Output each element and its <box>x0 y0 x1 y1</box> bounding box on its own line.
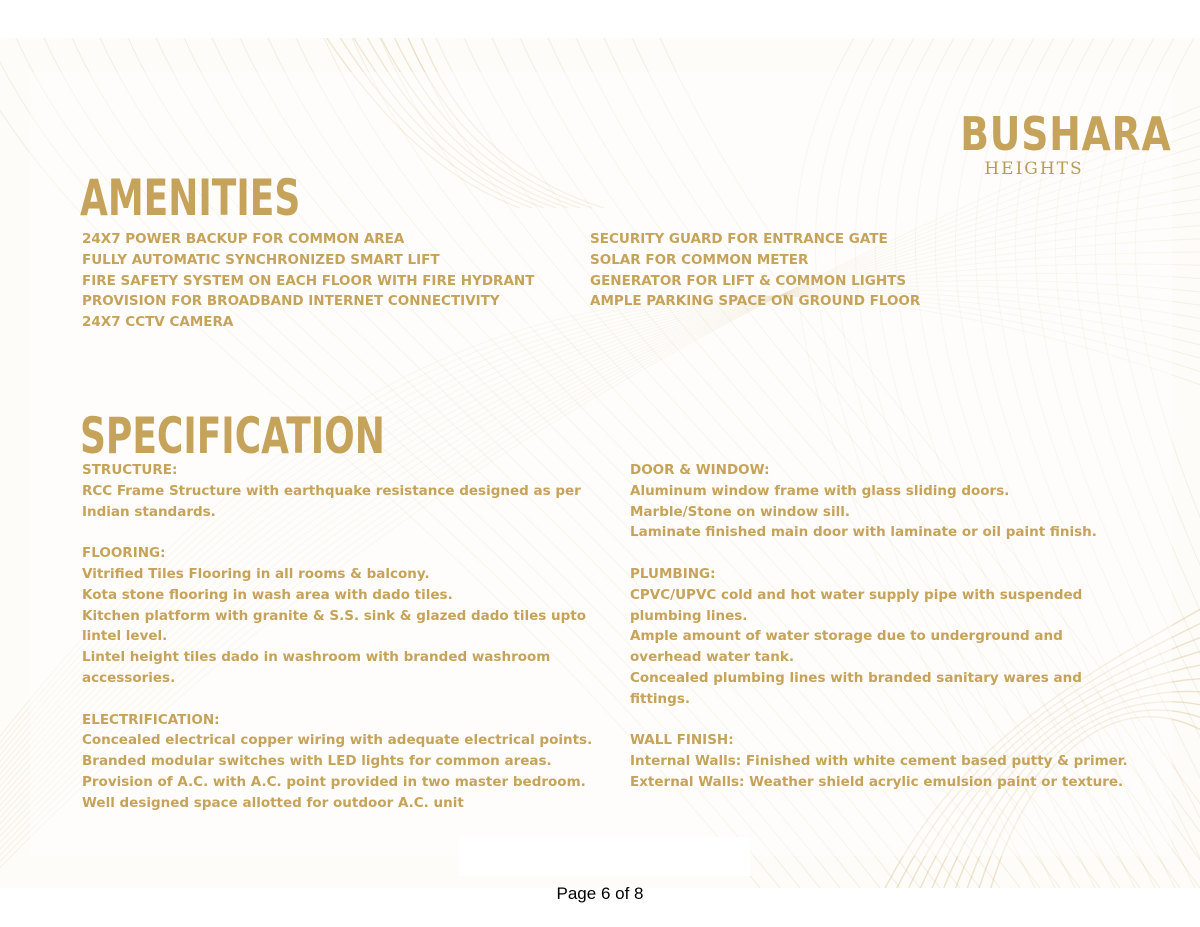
amenity-item: AMPLE PARKING SPACE ON GROUND FLOOR <box>590 293 921 310</box>
spec-item: External Walls: Weather shield acrylic emulsion paint or texture. <box>630 773 1124 790</box>
spec-section-wall-finish <box>630 730 1130 792</box>
amenity-item: FULLY AUTOMATIC SYNCHRONIZED SMART LIFT <box>82 251 440 268</box>
amenities-left-list <box>82 229 534 333</box>
page-number: Page 6 of 8 <box>556 884 644 903</box>
spec-section-electrification <box>82 710 602 814</box>
spec-section-heading: WALL FINISH: <box>630 732 734 749</box>
amenity-item: PROVISION FOR BROADBAND INTERNET CONNECTIVITY <box>82 293 500 310</box>
spec-section-door-window <box>630 460 1130 543</box>
spec-section-flooring <box>82 543 602 689</box>
spec-item: CPVC/UPVC cold and hot water supply pipe with suspended plumbing lines. <box>630 586 1083 624</box>
brand-logo <box>944 107 1172 179</box>
spec-section-plumbing <box>630 564 1130 710</box>
spec-item: Laminate finished main door with laminate or oil paint finish. <box>630 524 1097 541</box>
spec-item: Kitchen platform with granite & S.S. sink & glazed dado tiles upto lintel level. <box>82 607 586 645</box>
spec-section-heading: ELECTRIFICATION: <box>82 711 220 728</box>
amenity-item: SOLAR FOR COMMON METER <box>590 251 809 268</box>
specification-left-column <box>82 460 602 814</box>
spec-item: Kota stone flooring in wash area with dado tiles. <box>82 586 453 603</box>
amenity-item: GENERATOR FOR LIFT & COMMON LIGHTS <box>590 272 907 289</box>
spec-item: Vitrified Tiles Flooring in all rooms & balcony. <box>82 565 430 582</box>
spec-section-heading: PLUMBING: <box>630 565 716 582</box>
spec-item: RCC Frame Structure with earthquake resistance designed as per Indian standards. <box>82 482 581 520</box>
spec-item: Well designed space allotted for outdoor A.C. unit <box>82 794 464 811</box>
spec-item: Concealed electrical copper wiring with adequate electrical points. <box>82 732 593 749</box>
spec-item: Marble/Stone on window sill. <box>630 503 850 520</box>
spec-item: Internal Walls: Finished with white cement based putty & primer. <box>630 753 1128 770</box>
specification-right-column <box>630 460 1130 793</box>
amenities-right-list <box>590 229 920 312</box>
amenity-item: SECURITY GUARD FOR ENTRANCE GATE <box>590 231 888 247</box>
brand-tagline: HEIGHTS <box>984 159 1084 179</box>
brand-name: BUSHARA <box>960 107 1172 161</box>
brochure-page <box>0 38 1200 888</box>
specification-heading: SPECIFICATION <box>80 407 385 465</box>
amenity-item: 24X7 CCTV CAMERA <box>82 314 234 331</box>
spec-item: Branded modular switches with LED lights for common areas. <box>82 753 552 770</box>
spec-item: Provision of A.C. with A.C. point provided in two master bedroom. <box>82 773 586 790</box>
footer-blank-box <box>459 837 750 876</box>
spec-section-heading: STRUCTURE: <box>82 462 178 478</box>
spec-section-heading: FLOORING: <box>82 545 166 562</box>
amenities-heading: AMENITIES <box>80 169 301 227</box>
spec-item: Ample amount of water storage due to underground and overhead water tank. <box>630 628 1063 666</box>
amenity-item: FIRE SAFETY SYSTEM ON EACH FLOOR WITH FIRE HYDRANT <box>82 272 535 289</box>
spec-item: Aluminum window frame with glass sliding doors. <box>630 482 1010 499</box>
spec-item: Concealed plumbing lines with branded sanitary wares and fittings. <box>630 669 1082 707</box>
spec-section-structure <box>82 460 602 522</box>
amenity-item: 24X7 POWER BACKUP FOR COMMON AREA <box>82 231 405 247</box>
spec-section-heading: DOOR & WINDOW: <box>630 462 770 478</box>
spec-item: Lintel height tiles dado in washroom with branded washroom accessories. <box>82 649 551 686</box>
